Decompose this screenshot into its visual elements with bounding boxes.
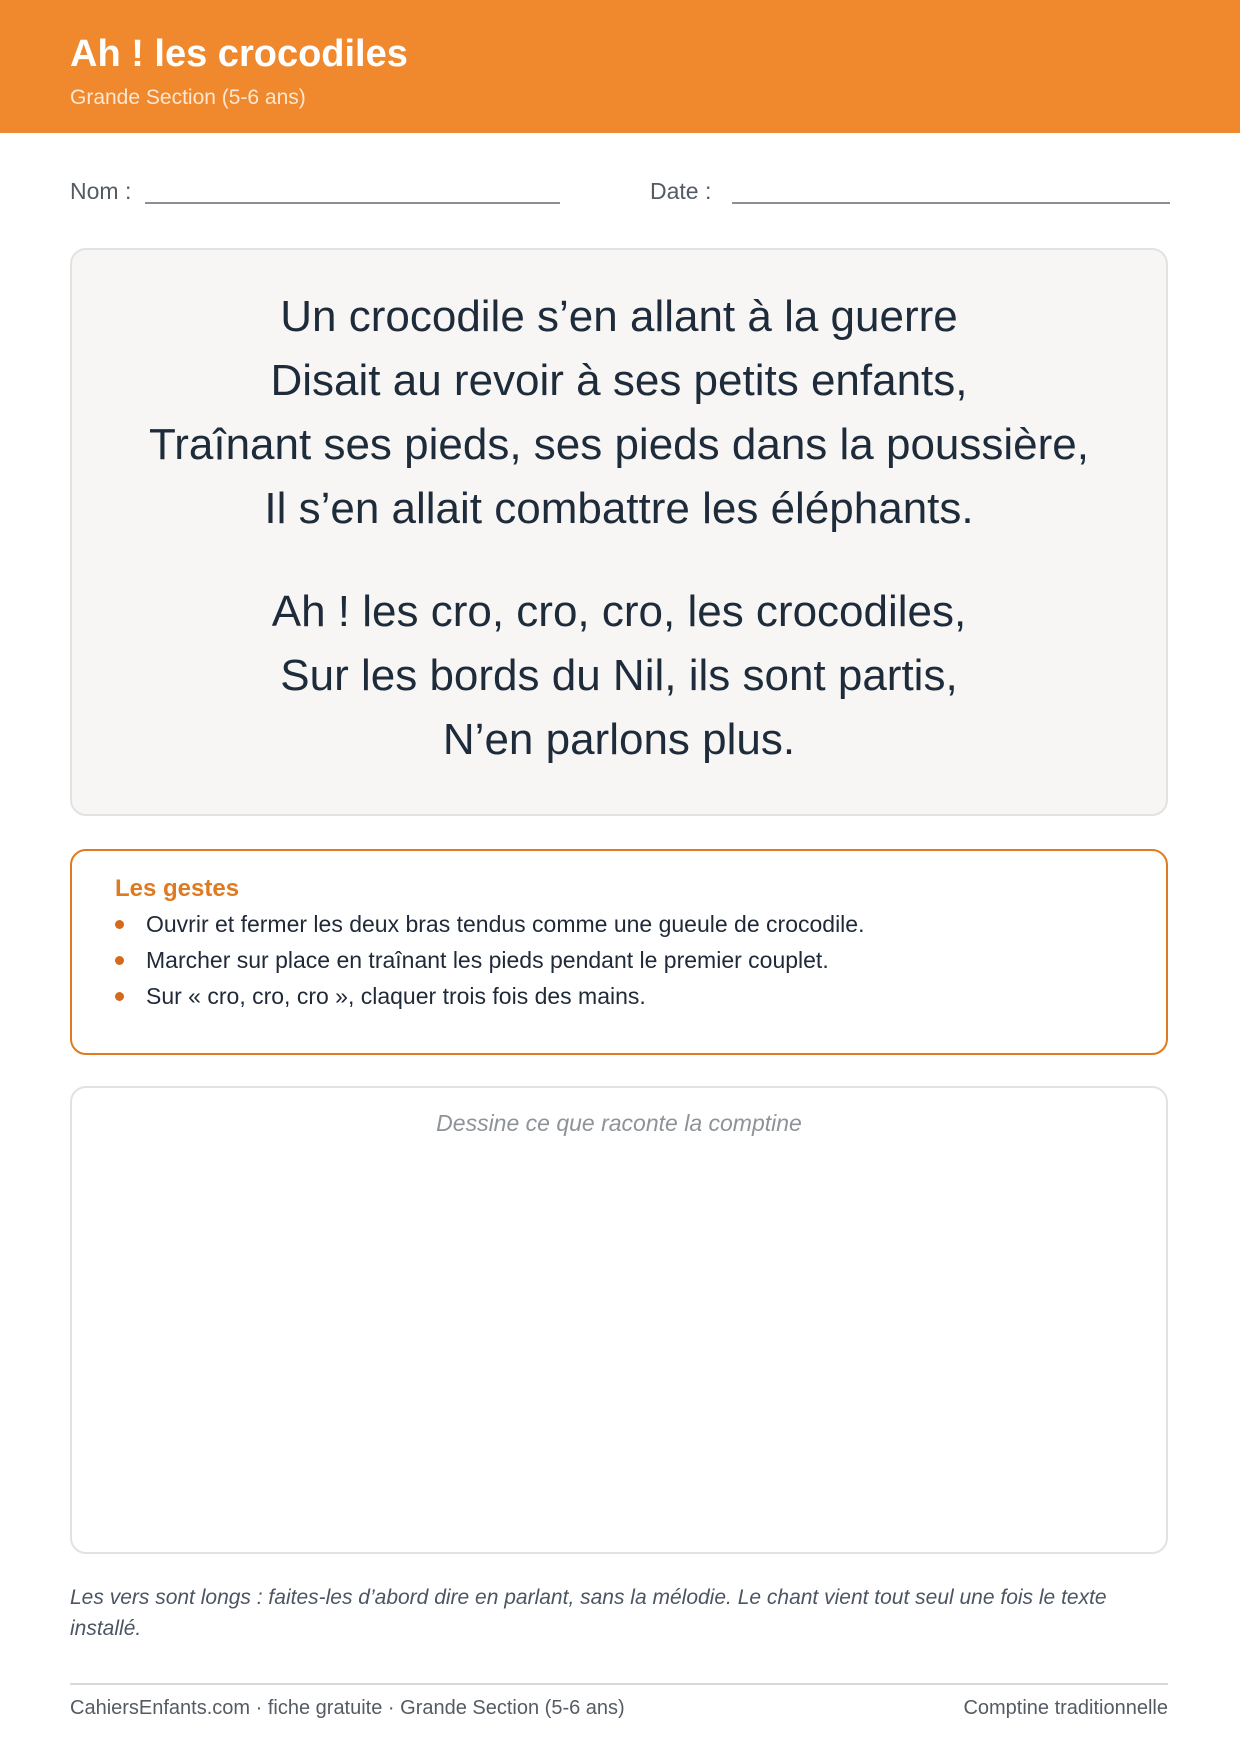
poem-stanza-1 [72,285,1166,541]
gestures-box [70,849,1168,1055]
poem-line: Disait au revoir à ses petits enfants, [270,356,968,405]
date-field-line[interactable] [732,202,1170,204]
name-field-line[interactable] [145,202,560,204]
gesture-text: Ouvrir et fermer les deux bras tendus comme une gueule de crocodile. [146,911,865,937]
footer-divider [70,1683,1168,1685]
gesture-item [115,911,864,938]
poem-line: Traînant ses pieds, ses pieds dans la poussière, [148,420,1089,469]
bullet-icon [115,956,124,965]
poem-box [70,248,1168,816]
gesture-text: Marcher sur place en traînant les pieds pendant le premier couplet. [146,947,829,973]
poem-line: Il s’en allait combattre les éléphants. [264,484,974,533]
drawing-prompt: Dessine ce que raconte la comptine [436,1110,802,1136]
page-header [0,0,1240,133]
footer-left: CahiersEnfants.com · fiche gratuite · Grande Section (5-6 ans) [70,1697,625,1719]
name-label: Nom : [70,178,132,204]
gesture-item [115,947,829,974]
poem-line: N’en parlons plus. [442,715,796,764]
bullet-icon [115,920,124,929]
footer-right: Comptine traditionnelle [963,1697,1168,1719]
date-label: Date : [650,178,712,204]
teacher-note: Les vers sont longs : faites-les d’abord dire en parlant, sans la mélodie. Le chant vient tout seul une fois le texte installé. [70,1586,1107,1640]
page-subtitle: Grande Section (5-6 ans) [70,86,306,109]
poem-line: Sur les bords du Nil, ils sont partis, [280,651,958,700]
gesture-item [115,983,646,1010]
poem-stanza-2 [72,580,1166,772]
bullet-icon [115,992,124,1001]
poem-line: Un crocodile s’en allant à la guerre [280,292,958,341]
gestures-title: Les gestes [115,875,240,902]
page-title: Ah ! les crocodiles [70,33,408,75]
gesture-text: Sur « cro, cro, cro », claquer trois fois des mains. [146,983,646,1009]
poem-line: Ah ! les cro, cro, cro, les crocodiles, [271,587,967,636]
drawing-area[interactable] [70,1086,1168,1554]
